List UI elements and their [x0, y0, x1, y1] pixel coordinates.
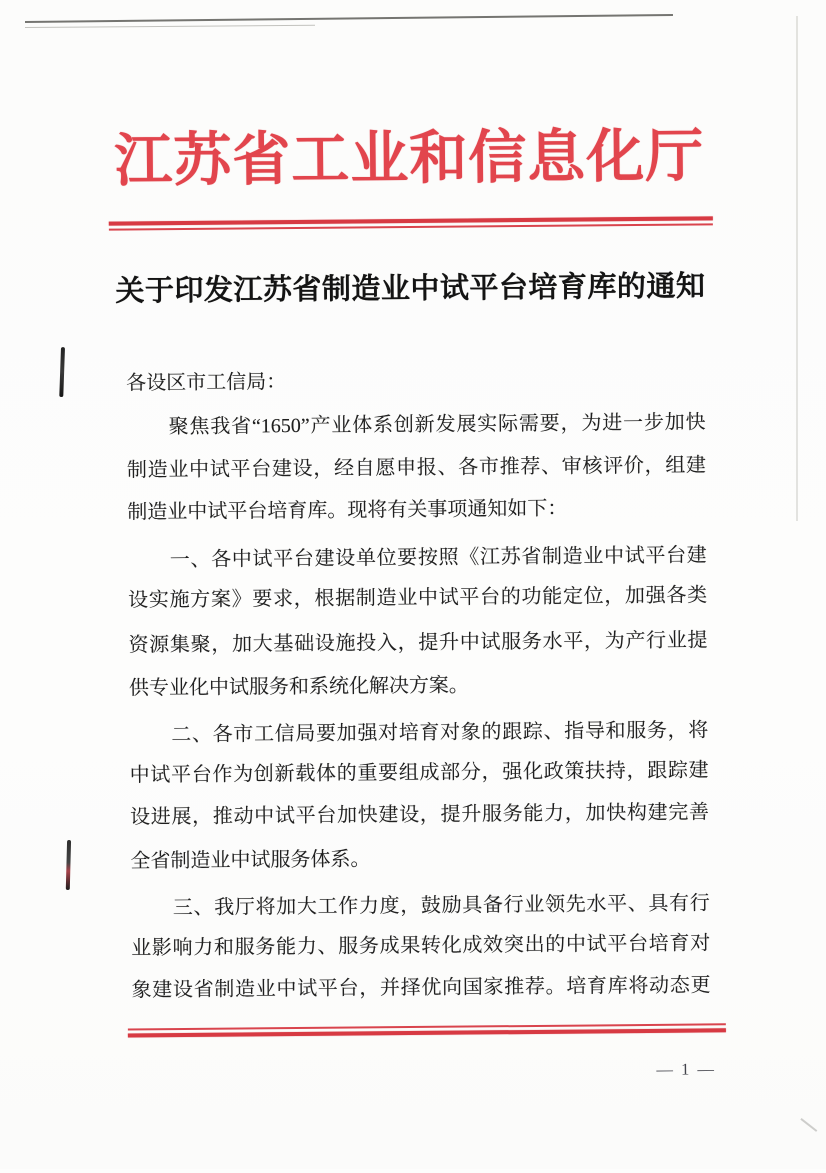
body-line: 设实施方案》要求，根据制造业中试平台的功能定位，加强各类	[128, 584, 708, 612]
staple-mark	[66, 840, 71, 890]
body-line: 三、我厅将加大工作力度，鼓励具备行业领先水平、具有行	[172, 892, 710, 920]
header-separator-rule	[109, 216, 713, 230]
body-line: 全省制造业中试服务体系。	[130, 848, 371, 873]
body-line: 制造业中试平台建设，经自愿申报、各市推荐、审核评价，组建	[126, 454, 707, 482]
staple-mark	[59, 347, 64, 397]
body-line: 供专业化中试服务和系统化解决方案。	[128, 674, 469, 700]
body-line: 设进展，推动中试平台加快建设，提升服务能力，加快构建完善	[129, 801, 710, 829]
body-line: 象建设省制造业中试平台，并择优向国家推荐。培育库将动态更	[131, 974, 711, 1002]
body-line: 中试平台作为创新载体的重要组成部分，强化政策扶持，跟踪建	[129, 759, 709, 787]
body-line: 二、各市工信局要加强对培育对象的跟踪、指导和服务，将	[171, 719, 709, 747]
body-line: 一、各中试平台建设单位要按照《江苏省制造业中试平台建	[169, 544, 707, 572]
body-line: 制造业中试平台培育库。现将有关事项通知如下：	[127, 497, 568, 524]
agency-header: 江苏省工业和信息化厅	[113, 123, 705, 194]
body-line: 资源集聚，加大基础设施投入，提升中试服务水平，为产行业提	[128, 629, 708, 657]
footer-separator-rule	[128, 1023, 726, 1037]
salutation-line: 各设区市工信局：	[126, 371, 287, 395]
document-title: 关于印发江苏省制造业中试平台培育库的通知	[115, 270, 706, 308]
body-line: 业影响力和服务能力、服务成果转化成效突出的中试平台培育对	[131, 932, 711, 960]
page-number: — 1 —	[656, 1059, 717, 1079]
body-line: 聚焦我省“1650”产业体系创新发展实际需要，为进一步加快	[168, 411, 706, 439]
